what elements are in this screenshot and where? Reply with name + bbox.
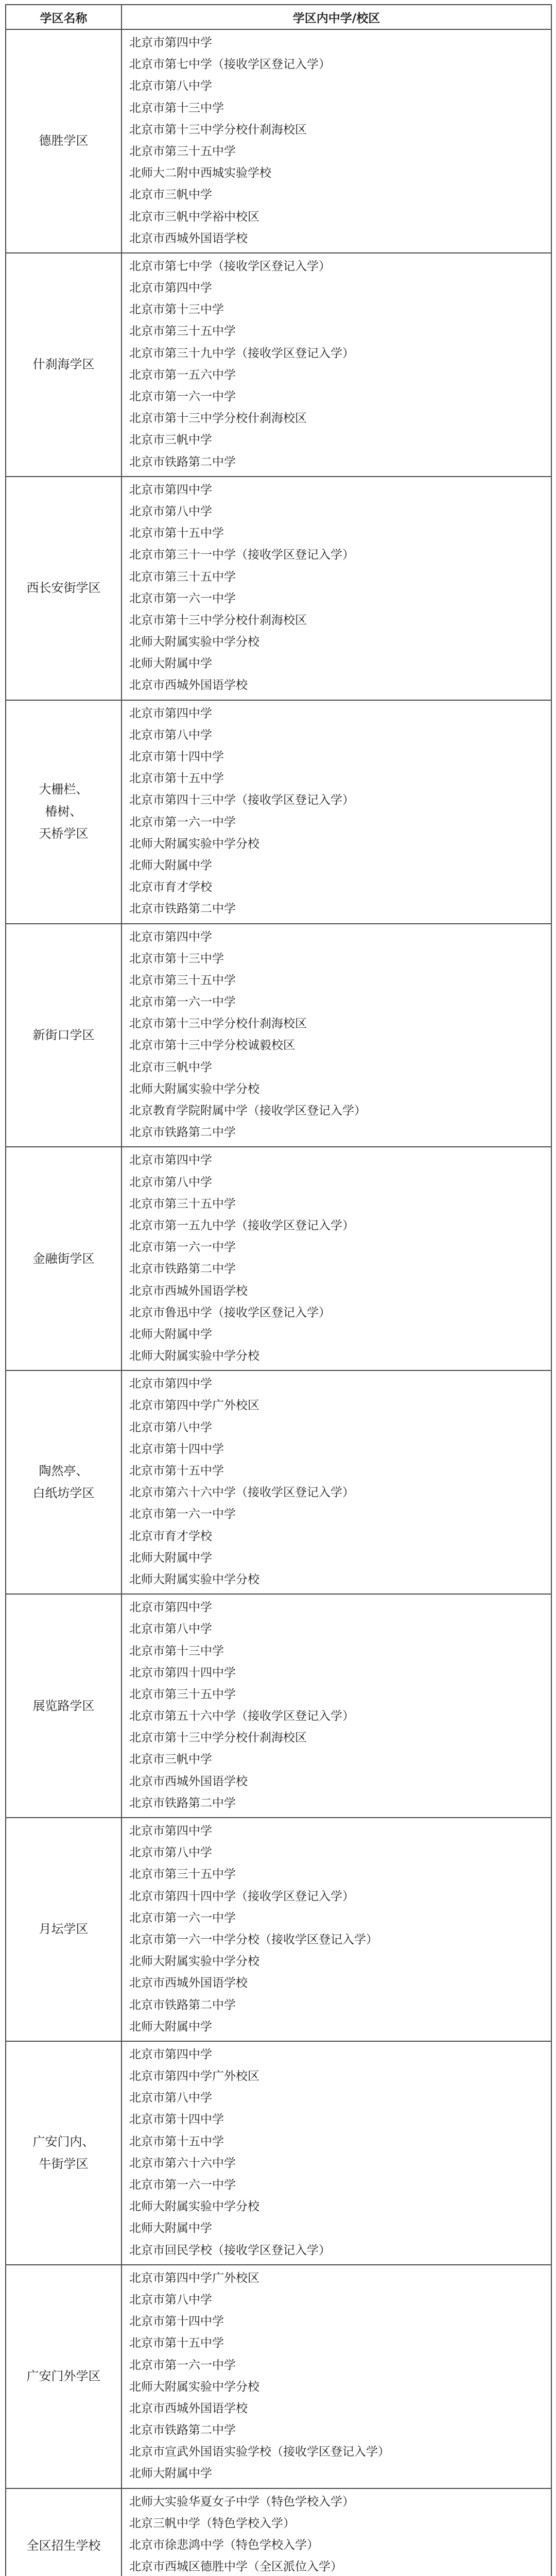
school-item: 北京市第六十六中学（接收学区登记入学） — [129, 1486, 354, 1500]
table-row — [6, 924, 551, 1147]
school-item: 北师大实验华夏女子中学（特色学校入学） — [129, 2495, 354, 2509]
district-name: 全区招生学校 — [6, 2488, 121, 2576]
district-name: 月坛学区 — [6, 1818, 121, 2041]
school-item: 北京市第十五中学 — [129, 2134, 224, 2148]
district-name: 新街口学区 — [6, 924, 121, 1147]
school-item: 北京市第十三中学分校什刹海校区 — [129, 1017, 307, 1031]
school-item: 北京市第八中学 — [129, 1846, 212, 1860]
school-item: 北师大附属实验中学分校 — [129, 2200, 259, 2214]
school-item: 北京市铁路第二中学 — [129, 2424, 236, 2437]
school-item: 北京市第四十三中学（接收学区登记入学） — [129, 793, 354, 807]
table-row — [6, 477, 551, 700]
school-item: 北京市第八中学 — [129, 728, 212, 742]
school-item: 北京市育才学校 — [129, 1529, 212, 1543]
school-item: 北京市第十三中学 — [129, 1644, 224, 1658]
school-item: 北京市第三十九中学（接收学区登记入学） — [129, 346, 354, 360]
school-item: 北京市三帆中学 — [129, 1753, 212, 1767]
school-list — [121, 700, 551, 924]
school-item: 北京市第十四中学 — [129, 2315, 224, 2329]
school-item: 北京教育学院附属中学（接收学区登记入学） — [129, 1104, 366, 1117]
school-list — [121, 1818, 551, 2041]
school-item: 北京市第五十六中学（接收学区登记入学） — [129, 1709, 354, 1723]
school-item: 北京市第三十五中学 — [129, 1687, 236, 1701]
district-name: 广安门外学区 — [6, 2265, 121, 2488]
school-item: 北京市西城外国语学校 — [129, 679, 248, 692]
header-district-name: 学区名称 — [6, 5, 121, 29]
table-row — [6, 2041, 551, 2265]
school-item: 北京市第十四中学 — [129, 2113, 224, 2127]
school-item: 北京市第三十五中学 — [129, 1868, 236, 1882]
school-item: 北京市铁路第二中学 — [129, 1126, 236, 1140]
school-list — [121, 2488, 551, 2576]
school-item: 北京市第三十五中学 — [129, 973, 236, 987]
school-list — [121, 1147, 551, 1370]
table-body — [6, 29, 551, 2576]
school-item: 北京市三帆中学 — [129, 188, 212, 202]
school-item: 北京市铁路第二中学 — [129, 902, 236, 916]
school-item: 北京市西城外国语学校 — [129, 231, 248, 245]
school-item: 北师大附属实验中学分校 — [129, 635, 259, 649]
district-name: 陶然亭、 白纸坊学区 — [6, 1370, 121, 1594]
district-name: 展览路学区 — [6, 1594, 121, 1818]
school-item: 北京市徐悲鸿中学（特色学校入学） — [129, 2538, 319, 2552]
school-item: 北京市第八中学 — [129, 2091, 212, 2105]
school-item: 北京市西城外国语学校 — [129, 1284, 248, 1298]
school-item: 北师大附属实验中学分校 — [129, 1349, 259, 1363]
school-list — [121, 924, 551, 1147]
school-item: 北京市第一六一中学 — [129, 2178, 236, 2192]
school-item: 北京市第四中学广外校区 — [129, 2070, 259, 2083]
school-item: 北京市第十三中学分校什刹海校区 — [129, 123, 307, 137]
school-item: 北京市第四中学 — [129, 483, 212, 497]
school-item: 北京市铁路第二中学 — [129, 1796, 236, 1810]
district-name: 德胜学区 — [6, 29, 121, 253]
school-item: 北京市第十三中学 — [129, 952, 224, 965]
school-item: 北京市第一六一中学 — [129, 815, 236, 829]
school-list — [121, 1370, 551, 1594]
table-row — [6, 1370, 551, 1594]
school-item: 北京市第四中学 — [129, 2047, 212, 2061]
school-item: 北师大附属实验中学分校 — [129, 1082, 259, 1096]
school-item: 北京三帆中学（特色学校入学） — [129, 2516, 295, 2530]
school-item: 北师大附属中学 — [129, 2467, 212, 2481]
school-item: 北京市第一五六中学 — [129, 368, 236, 382]
school-item: 北师大附属实验中学分校 — [129, 1572, 259, 1586]
table-row — [6, 1818, 551, 2041]
school-item: 北京市第十三中学分校什刹海校区 — [129, 613, 307, 627]
school-item: 北京市第八中学 — [129, 1622, 212, 1636]
school-item: 北京市第十三中学 — [129, 303, 224, 317]
school-item: 北京市第十五中学 — [129, 1464, 224, 1478]
school-item: 北京市第八中学 — [129, 1175, 212, 1189]
school-item: 北京市第一六一中学 — [129, 995, 236, 1009]
school-item: 北京市宣武外国语实验学校（接收学区登记入学） — [129, 2445, 390, 2459]
school-item: 北京市第十三中学分校什刹海校区 — [129, 1731, 307, 1745]
school-item: 北京市第六十六中学 — [129, 2156, 236, 2170]
school-item: 北京市三帆中学 — [129, 433, 212, 447]
school-item: 北京市第一六一中学 — [129, 1911, 236, 1925]
school-item: 北京市第一六一中学 — [129, 1507, 236, 1521]
school-item: 北京市第一六一中学分校（接收学区登记入学） — [129, 1933, 378, 1946]
district-name: 大栅栏、 椿树、 天桥学区 — [6, 700, 121, 924]
school-item: 北京市第四中学 — [129, 1601, 212, 1615]
table-header-row — [6, 5, 551, 29]
school-list — [121, 477, 551, 700]
table-row — [6, 1147, 551, 1370]
table-row — [6, 253, 551, 477]
school-item: 北京市第八中学 — [129, 1420, 212, 1434]
table-row — [6, 2488, 551, 2576]
school-item: 北京市第三十五中学 — [129, 144, 236, 158]
school-item: 北京市第十五中学 — [129, 527, 224, 540]
school-item: 北京市第一六一中学 — [129, 390, 236, 403]
school-item: 北京市西城区德胜中学（全区派位入学） — [129, 2560, 342, 2574]
school-item: 北京市西城外国语学校 — [129, 1976, 248, 1990]
school-item: 北京市第十五中学 — [129, 772, 224, 786]
table-row — [6, 2265, 551, 2488]
table-row — [6, 700, 551, 924]
school-item: 北师大二附中西城实验学校 — [129, 166, 271, 180]
district-name: 西长安街学区 — [6, 477, 121, 700]
school-item: 北京市第十四中学 — [129, 1442, 224, 1456]
school-item: 北京市第四中学 — [129, 281, 212, 295]
school-item: 北师大附属中学 — [129, 2222, 212, 2235]
school-item: 北京市铁路第二中学 — [129, 1998, 236, 2012]
school-list — [121, 253, 551, 477]
school-list — [121, 2041, 551, 2265]
school-item: 北京市第三十五中学 — [129, 570, 236, 584]
school-item: 北京市第四中学 — [129, 1824, 212, 1838]
school-item: 北京市育才学校 — [129, 880, 212, 894]
school-item: 北京市第一六一中学 — [129, 2358, 236, 2372]
school-item: 北京市三帆中学裕中校区 — [129, 210, 259, 224]
school-item: 北京市第四中学广外校区 — [129, 2271, 259, 2285]
header-schools: 学区内中学/校区 — [121, 5, 551, 29]
school-item: 北师大附属中学 — [129, 1327, 212, 1341]
school-item: 北京市第十三中学 — [129, 101, 224, 115]
school-item: 北京市第四中学 — [129, 706, 212, 720]
school-item: 北京市第四中学 — [129, 930, 212, 944]
school-list — [121, 29, 551, 253]
school-item: 北京市第一五九中学（接收学区登记入学） — [129, 1218, 354, 1232]
district-name: 什刹海学区 — [6, 253, 121, 477]
school-item: 北京市第四中学 — [129, 1377, 212, 1391]
school-item: 北京市第三十五中学 — [129, 1197, 236, 1211]
district-name: 广安门内、 牛街学区 — [6, 2041, 121, 2265]
school-item: 北京市第八中学 — [129, 504, 212, 518]
school-item: 北师大附属中学 — [129, 657, 212, 671]
school-item: 北京市第八中学 — [129, 79, 212, 93]
school-item: 北京市第八中学 — [129, 2293, 212, 2307]
school-item: 北师大附属中学 — [129, 1551, 212, 1565]
school-item: 北京市第一六一中学 — [129, 1241, 236, 1255]
school-item: 北京市第十三中学分校什刹海校区 — [129, 412, 307, 426]
school-list — [121, 1594, 551, 1818]
school-item: 北京市回民学校（接收学区登记入学） — [129, 2243, 331, 2257]
school-item: 北师大附属实验中学分校 — [129, 2380, 259, 2394]
school-item: 北京市西城外国语学校 — [129, 2401, 248, 2415]
school-item: 北师大附属实验中学分校 — [129, 1955, 259, 1969]
school-item: 北京市西城外国语学校 — [129, 1774, 248, 1788]
school-item: 北京市第十五中学 — [129, 2336, 224, 2350]
school-item: 北京市第七中学（接收学区登记入学） — [129, 58, 331, 72]
school-item: 北京市第四中学 — [129, 1154, 212, 1167]
school-item: 北京市铁路第二中学 — [129, 1262, 236, 1276]
school-list — [121, 2265, 551, 2488]
school-item: 北京市第三十五中学 — [129, 325, 236, 338]
school-item: 北京市第一六一中学 — [129, 591, 236, 605]
school-item: 北京市三帆中学 — [129, 1060, 212, 1074]
school-item: 北师大附属实验中学分校 — [129, 837, 259, 851]
school-item: 北京市第四十四中学 — [129, 1666, 236, 1680]
school-item: 北京市鲁迅中学（接收学区登记入学） — [129, 1306, 331, 1319]
school-item: 北京市第七中学（接收学区登记入学） — [129, 259, 331, 273]
table-row — [6, 1594, 551, 1818]
district-name: 金融街学区 — [6, 1147, 121, 1370]
school-item: 北京市第四中学 — [129, 36, 212, 49]
school-item: 北京市第十四中学 — [129, 750, 224, 764]
table-row — [6, 29, 551, 253]
school-item: 北师大附属中学 — [129, 858, 212, 872]
school-item: 北京市第十三中学分校诚毅校区 — [129, 1039, 295, 1053]
school-item: 北京市第三十一中学（接收学区登记入学） — [129, 548, 354, 562]
school-district-table — [5, 4, 552, 2576]
school-item: 北京市第四中学广外校区 — [129, 1399, 259, 1413]
school-item: 北京市铁路第二中学 — [129, 455, 236, 469]
school-item: 北师大附属中学 — [129, 2020, 212, 2033]
school-item: 北京市第四十四中学（接收学区登记入学） — [129, 1889, 354, 1903]
